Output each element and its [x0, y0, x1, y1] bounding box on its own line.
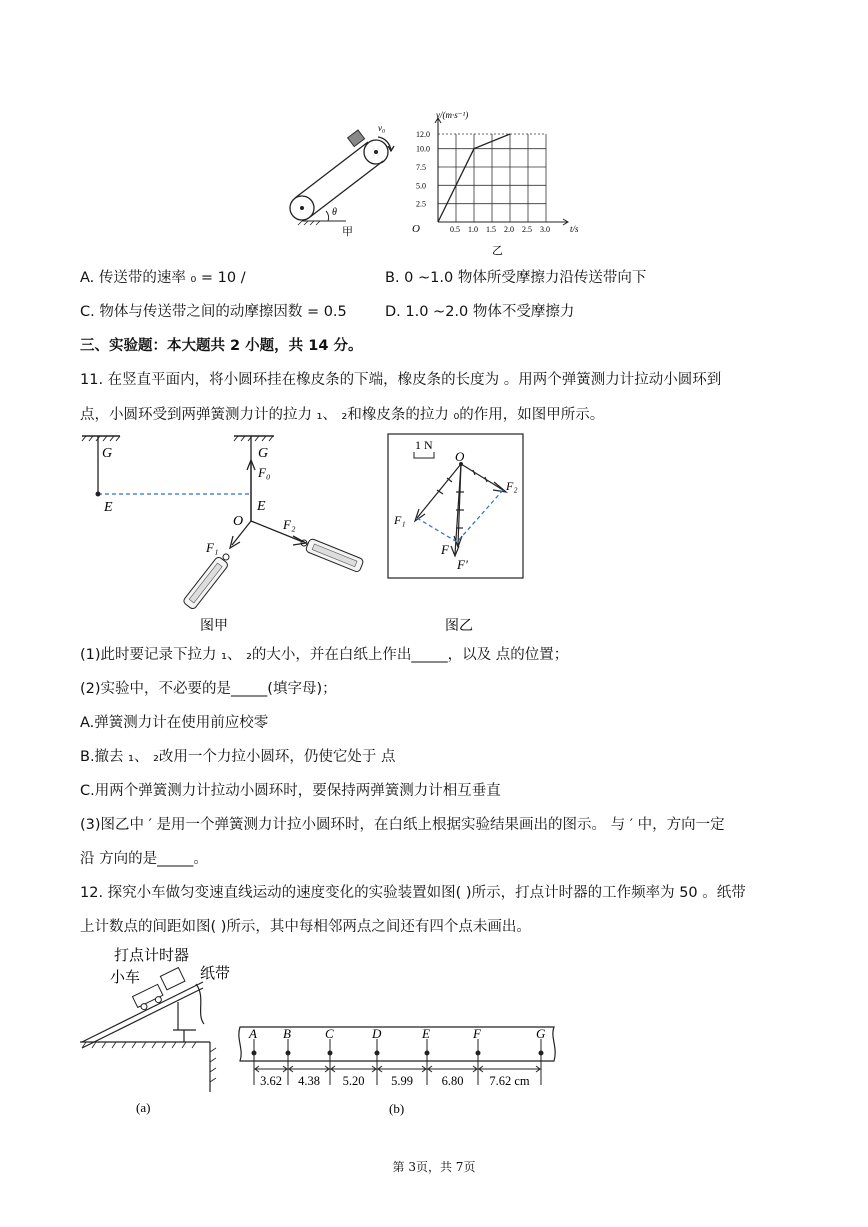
conveyor-figure: [280, 115, 400, 240]
tape-distance-label: 5.20: [342, 1074, 365, 1088]
graph-origin: O: [412, 223, 420, 235]
q11-line1: 11. 在竖直平面内，将小圆环挂在橡皮条的下端，橡皮条的长度为 。用两个弹簧测力计拉动小圆环到: [80, 372, 722, 388]
tape-distance-label: 6.80: [441, 1074, 464, 1088]
tape-point-dot: [539, 1051, 544, 1056]
tape-point-label: A: [249, 1026, 257, 1041]
x-tick-label: 1.0: [468, 225, 478, 234]
label-g-left: G: [102, 446, 113, 461]
q10-option-c: C. 物体与传送带之间的动摩擦因数 = 0.5: [80, 304, 347, 320]
figure-yi: [385, 432, 535, 637]
x-tick-label: 1.5: [486, 225, 496, 234]
tape-point-label: C: [325, 1026, 334, 1041]
label-e-right: E: [257, 499, 266, 514]
tape-distance-label: 4.38: [298, 1074, 320, 1088]
label-f-yi: F: [441, 542, 449, 557]
figure-jia: [78, 432, 378, 637]
q10-option-a: A. 传送带的速率 ₀ = 10 /: [80, 270, 246, 286]
label-car: 小车: [110, 970, 141, 986]
label-g-right: G: [258, 446, 269, 461]
label-fprime-yi: F′: [457, 557, 468, 572]
label-o: O: [233, 514, 244, 529]
figure-a-apparatus: [78, 942, 238, 1122]
q12-line1: 12. 探究小车做匀变速直线运动的速度变化的实验装置如图( )所示，打点计时器的工作频率为 50 。纸带: [80, 885, 746, 901]
label-f1: F₁: [206, 540, 219, 555]
v0-label: v₀: [378, 123, 386, 133]
q11-option-b: B.撤去 ₁、 ₂改用一个力拉小圆环，仍使它处于 点: [80, 749, 396, 765]
tape-point-dot: [425, 1051, 430, 1056]
figure-b-tape: [232, 1025, 562, 1125]
theta-label: θ: [332, 207, 337, 218]
y-tick-label: 5.0: [416, 181, 426, 191]
scale-label: 1 N: [415, 438, 433, 452]
caption-a: (a): [136, 1100, 151, 1115]
page-footer: 第 3页，共 7页: [392, 1160, 476, 1174]
q11-sub1: (1)此时要记录下拉力 ₁、 ₂的大小，并在白纸上作出_____，以及 点的位置；: [80, 647, 569, 663]
tape-point-dot: [328, 1051, 333, 1056]
tape-distance-label: 3.62: [260, 1074, 282, 1088]
x-tick-label: 3.0: [540, 225, 550, 234]
label-tape: 纸带: [200, 966, 231, 982]
graph-ylabel: v/(m·s⁻¹): [436, 110, 469, 120]
label-f2-yi: F₂: [506, 479, 518, 493]
tape-point-label: B: [283, 1026, 291, 1041]
label-f1-yi: F₁: [394, 513, 406, 527]
q10-option-d: D. 1.0 ~2.0 物体不受摩擦力: [385, 304, 575, 320]
tape-point-label: F: [473, 1026, 481, 1041]
q11-sub2: (2)实验中，不必要的是_____(填字母)；: [80, 681, 337, 697]
q12-line2: 上计数点的间距如图( )所示，其中每相邻两点之间还有四个点未画出。: [80, 919, 531, 935]
y-tick-label: 12.0: [416, 130, 430, 139]
x-tick-label: 2.5: [522, 225, 532, 234]
tape-distance-label: 7.62 cm: [489, 1074, 530, 1088]
y-tick-label: 7.5: [416, 163, 426, 172]
q11-option-a: A.弹簧测力计在使用前应校零: [80, 715, 269, 731]
q11-sub3-line2: 沿 方向的是_____。: [80, 851, 208, 867]
y-tick-label: 2.5: [416, 199, 426, 209]
x-tick-label: 2.0: [504, 225, 514, 234]
label-f0: F₀: [258, 465, 271, 480]
tape-point-dot: [252, 1051, 257, 1056]
q11-line2: 点，小圆环受到两弹簧测力计的拉力 ₁、 ₂和橡皮条的拉力 ₀的作用，如图甲所示。: [80, 407, 605, 423]
section3-heading: 三、实验题：本大题共 2 小题，共 14 分。: [80, 338, 363, 354]
label-yi: 乙: [492, 245, 503, 256]
label-e-left: E: [104, 500, 113, 515]
tape-point-label: E: [422, 1026, 430, 1041]
caption-b: (b): [389, 1101, 405, 1116]
label-o-yi: O: [455, 449, 465, 464]
tape-point-dot: [476, 1051, 481, 1056]
label-timer: 打点计时器: [114, 948, 190, 964]
vt-graph: [410, 106, 590, 256]
label-f2: F₂: [283, 517, 296, 532]
tape-point-dot: [286, 1051, 291, 1056]
tape-point-label: D: [372, 1026, 382, 1041]
q11-sub3-line1: (3)图乙中 ′ 是用一个弹簧测力计拉小圆环时，在白纸上根据实验结果画出的图示。 与 ′ 中，方向一定: [80, 817, 725, 833]
tape-point-label: G: [536, 1026, 546, 1041]
tape-distance-label: 5.99: [391, 1074, 413, 1088]
q10-option-b: B. 0 ~1.0 物体所受摩擦力沿传送带向下: [385, 270, 647, 286]
q11-option-c: C.用两个弹簧测力计拉动小圆环时，要保持两弹簧测力计相互垂直: [80, 783, 501, 799]
graph-xlabel: t/s: [570, 224, 579, 234]
y-tick-label: 10.0: [416, 144, 430, 154]
label-jia: 甲: [342, 226, 353, 238]
tape-point-dot: [375, 1051, 380, 1056]
caption-jia: 图甲: [200, 619, 228, 634]
caption-yi: 图乙: [445, 619, 473, 634]
x-tick-label: 0.5: [450, 225, 460, 234]
